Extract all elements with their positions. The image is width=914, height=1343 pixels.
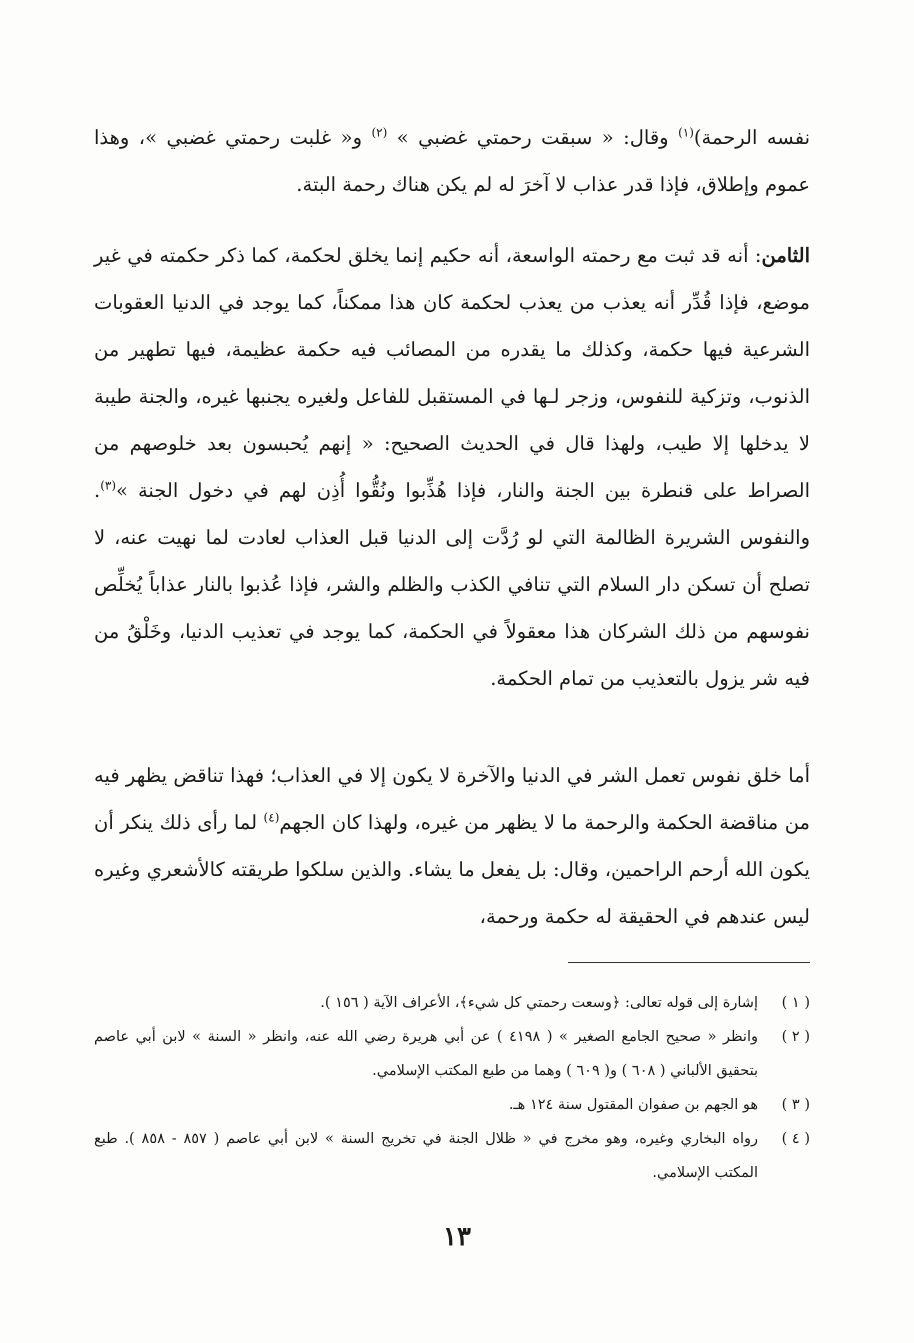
intro-text-part-2: وقال: « سبقت رحمتي غضبي » [387,126,679,149]
footnote-divider [568,962,810,963]
intro-text-part-1: نفسه الرحمة) [693,126,810,149]
footnote-text: وانظر « صحيح الجامع الصغير » ( ٤١٩٨ ) عن أبي هريرة رضي الله عنه، وانظر « السنة » لابن أبي عاصم بتحقيق الألباني ( ٦٠٨ ) و( ٦٠٩ ) وهما من طبع المكتب الإسلامي. [94,1029,758,1079]
page-number: ١٣ [443,1222,471,1252]
eighth-text-part-1: : أنه قد ثبت مع رحمته الواسعة، أنه حكيم إنما يخلق لحكمة، كما ذكر حكمته في غير موضع، فإذا قُدِّر أنه يعذب من يعذب لحكمة كان هذا ممكناً، كما يوجد في الدنيا العقوبات الشرعية فيها حكمة، وكذلك ما يقدره من المصائب فيه حكمة عظيمة، فيها تطهير من الذنوب، وتزكية للنفوس، وزجر لـها في المستقبل للفاعل ولغيره يجنبها غيره، والجنة طيبة لا يدخلها إلا طيب، ولهذا قال في الحديث الصحيح: « إنهم يُحبسون بعد خلوصهم من الصراط على قنطرة بين الجنة والنار، فإذا هُذِّبوا ونُقُّوا أُذِن لهم في دخول الجنة » [94,244,810,502]
footnote-item [94,986,810,1020]
paragraph-last-text [94,752,810,940]
paragraph-intro [94,114,810,208]
footnotes-section [94,986,810,1190]
footnote-ref-3[interactable]: (٣) [100,478,117,493]
footnote-number: ( ٤ ) [781,1131,810,1147]
paragraph-eighth [94,232,810,702]
last-text-part-2: لما رأى ذلك ينكر أن يكون الله أرحم الراحمين، وقال: بل يفعل ما يشاء. والذين سلكوا طريقته كالأشعري وغيره ليس عندهم في الحقيقة له حكمة ورحمة، [94,811,810,928]
eighth-text-part-2: . والنفوس الشريرة الظالمة التي لو رُدَّت إلى الدنيا قبل العذاب لعادت لما نهيت عنه، لا تصلح أن تسكن دار السلام التي تنافي الكذب والظلم والشر، فإذا عُذبوا بالنار عذاباً يُخلِّص نفوسهم من ذلك الشركان هذا معقولاً في الحكمة، كما يوجد في تعذيب الدنيا، وخَلْقُ من فيه شر يزول بالتعذيب من تمام الحكمة. [94,479,810,690]
footnote-text: رواه البخاري وغيره، وهو مخرج في « ظلال الجنة في تخريج السنة » لابن أبي عاصم ( ٨٥٧ - ٨٥٨ ). طبع المكتب الإسلامي. [94,1131,758,1181]
footnote-ref-2[interactable]: (٢) [371,125,388,140]
last-text-part-1: أما خلق نفوس تعمل الشر في الدنيا والآخرة لا يكون إلا في العذاب؛ فهذا تناقض يظهر فيه من مناقضة الحكمة والرحمة ما لا يظهر من غيره، ولهذا كان الجهم [94,764,810,834]
footnote-item [94,1088,810,1122]
footnote-item [94,1020,810,1088]
paragraph-heading-eighth: الثامن [761,244,810,267]
footnote-text: إشارة إلى قوله تعالى: ﴿وسعت رحمتي كل شيء﴾، الأعراف الآية ( ١٥٦ ). [320,995,758,1011]
footnote-number: ( ٢ ) [781,1029,810,1045]
footnote-number: ( ١ ) [781,995,810,1011]
footnote-text: هو الجهم بن صفوان المقتول سنة ١٢٤ هـ. [508,1097,758,1113]
footnote-ref-1[interactable]: (١) [678,125,694,140]
intro-text-part-3: و« غلبت رحمتي غضبي »، وهذا عموم وإطلاق، فإذا قدر عذاب لا آخرَ له لم يكن هناك رحمة البتة. [94,126,810,196]
paragraph-eighth-text [94,232,810,702]
paragraph-intro-text [94,114,810,208]
footnote-ref-4[interactable]: (٤) [263,810,280,825]
footnote-number: ( ٣ ) [781,1097,810,1113]
paragraph-last [94,752,810,940]
footnote-item [94,1122,810,1190]
